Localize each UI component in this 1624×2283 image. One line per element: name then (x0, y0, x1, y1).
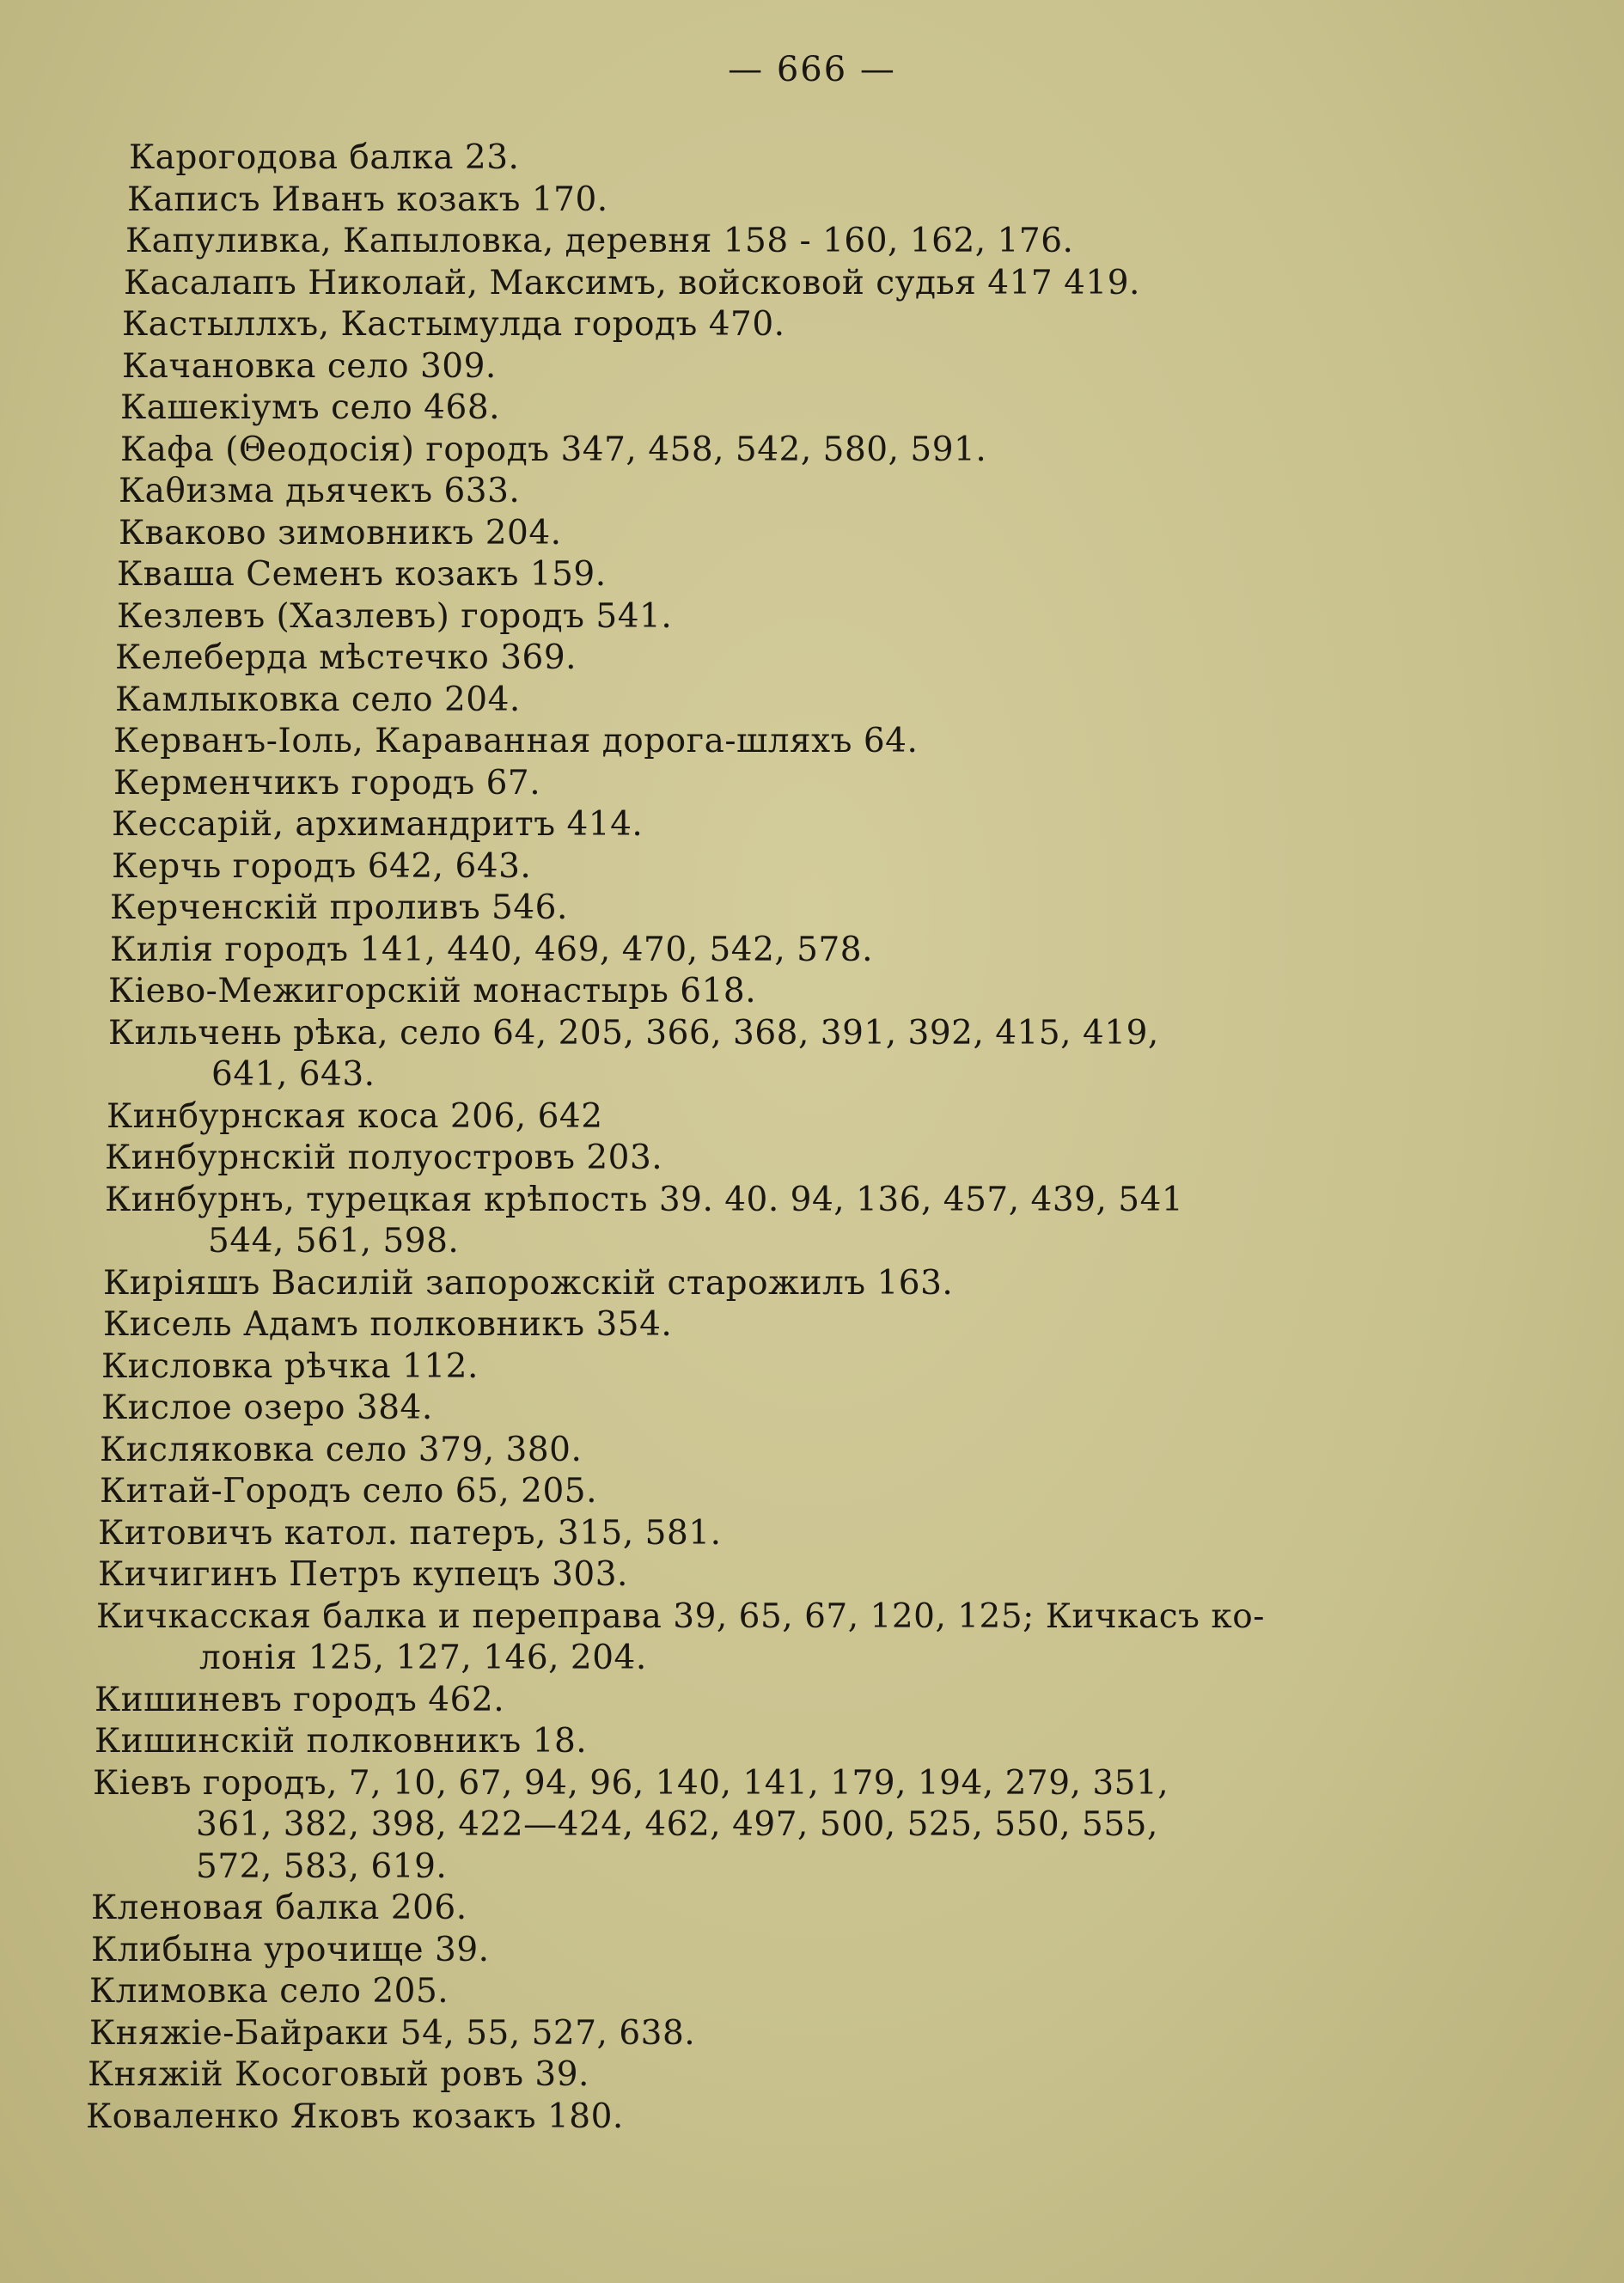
index-entry-text: Кишиневъ городъ 462. (95, 1680, 505, 1719)
index-entry-continuation: 361, 382, 398, 422—424, 462, 497, 500, 525, 550, 555, (196, 1805, 1158, 1844)
index-entry (119, 471, 1469, 513)
index-entry-text: Кiевъ городъ, 7, 10, 67, 94, 96, 140, 141, 179, 194, 279, 351, (93, 1763, 1169, 1803)
index-entry-text: Камлыковка село 204. (115, 680, 521, 719)
index-entry-text: Каписъ Иванъ козакъ 170. (127, 180, 608, 219)
index-entry-text: Кашекiумъ село 468. (120, 388, 501, 427)
index-entry (101, 1346, 1469, 1389)
index-entry-text: Каθизма дьячекъ 633. (119, 472, 521, 510)
index-entry-text: Климовка село 205. (89, 1972, 449, 2011)
index-entry-text: Кессарiй, архимандритъ 414. (112, 805, 644, 844)
index-entry-text: Кичкасская балка и переправа 39, 65, 67, 120, 125; Кичкасъ ко- (96, 1596, 1265, 1636)
index-entry (122, 346, 1469, 388)
index-entry (129, 137, 1469, 180)
index-entry-text: Капуливка, Капыловка, деревня 158 - 160, 162, 176. (125, 222, 1074, 260)
index-entry (98, 1554, 1469, 1596)
index-entry-text: Керванъ-Iоль, Караванная дорога-шляхъ 64. (113, 722, 919, 760)
index-entry-text: Кiево-Межигорскiй монастырь 618. (108, 972, 757, 1010)
index-entry-continuation: 544, 561, 598. (208, 1222, 460, 1261)
index-entry (89, 1971, 1469, 2013)
index-entry-text: Кирiяшъ Василiй запорожскiй старожилъ 163. (103, 1263, 954, 1303)
index-entry (100, 1471, 1469, 1513)
index-entry (96, 1596, 1469, 1680)
index-entry (100, 1430, 1469, 1472)
index-entry-text: Кичигинъ Петръ купецъ 303. (98, 1555, 628, 1594)
page-number: — 666 — (728, 50, 896, 89)
index-entry (110, 888, 1469, 930)
index-entry-text: Кваково зимовникъ 204. (119, 513, 562, 552)
index-entry (112, 846, 1469, 888)
index-entry-text: Клибына урочище 39. (91, 1930, 490, 1969)
index-entry-text: Кинбурнъ, турецкая крѣпость 39. 40. 94, 136, 457, 439, 541 (105, 1180, 1184, 1219)
index-entry (89, 2013, 1469, 2055)
index-entry (86, 2097, 1469, 2139)
index-entry-text: Кастыллхъ, Кастымулда городъ 470. (122, 305, 785, 344)
index-entry-text: Карогодова балка 23. (129, 138, 520, 177)
index-entry-text: Китовичъ катол. патеръ, 315, 581. (98, 1513, 722, 1553)
index-entry (105, 1180, 1469, 1263)
index-entry (112, 804, 1469, 846)
index-entry (120, 430, 1469, 472)
index-entry-text: Княжiе-Байраки 54, 55, 527, 638. (89, 2013, 696, 2053)
index-entry-text: Кваша Семенъ козакъ 159. (117, 555, 607, 594)
index-entry (122, 304, 1469, 346)
index-entry (103, 1263, 1469, 1305)
index-entry (110, 930, 1469, 972)
index-entry (108, 971, 1469, 1013)
index-list (86, 137, 1469, 2138)
index-entry-text: Коваленко Яковъ козакъ 180. (86, 2097, 624, 2136)
index-entry-text: Кислое озеро 384. (101, 1389, 433, 1427)
index-entry-text: Кинбурнская коса 206, 642 (107, 1096, 603, 1136)
index-entry-text: Китай-Городъ село 65, 205. (100, 1472, 597, 1511)
index-entry (119, 513, 1469, 555)
index-entry-text: Кезлевъ (Хазлевъ) городъ 541. (117, 596, 673, 636)
index-entry-text: Касалапъ Николай, Максимъ, войсковой судья 417 419. (124, 263, 1140, 302)
index-entry-text: Керчь городъ 642, 643. (112, 846, 532, 886)
index-entry-text: Кинбурнскiй полуостровъ 203. (105, 1138, 663, 1177)
index-entry (95, 1721, 1469, 1763)
index-entry (91, 1930, 1469, 1972)
index-entry-text: Келеберда мѣстечко 369. (115, 638, 577, 677)
index-entry (113, 763, 1469, 805)
index-entry (103, 1304, 1469, 1346)
index-entry-text: Качановка село 309. (122, 346, 497, 386)
index-entry-text: Кишинскiй полковникъ 18. (95, 1722, 588, 1761)
index-entry-text: Килiя городъ 141, 440, 469, 470, 542, 578. (110, 930, 874, 969)
index-entry (117, 554, 1469, 596)
index-entry (107, 1096, 1469, 1138)
index-entry (113, 721, 1469, 763)
index-entry (108, 1013, 1469, 1096)
index-entry-text: Керменчикъ городъ 67. (113, 763, 541, 803)
index-entry (91, 1888, 1469, 1930)
index-entry-text: Кильчень рѣка, село 64, 205, 366, 368, 391, 392, 415, 419, (108, 1013, 1159, 1053)
index-entry (101, 1388, 1469, 1430)
index-entry (125, 221, 1469, 263)
index-entry (120, 388, 1469, 430)
index-entry (105, 1138, 1469, 1180)
index-entry-text: Керченскiй проливъ 546. (110, 888, 568, 927)
index-entry-text: Кленовая балка 206. (91, 1889, 467, 1927)
index-entry-text: Княжiй Косоговый ровъ 39. (88, 2055, 589, 2094)
index-entry (93, 1763, 1469, 1889)
index-entry (127, 180, 1469, 222)
index-entry-continuation: 572, 583, 619. (196, 1847, 448, 1886)
index-entry-text: Кафа (Θеодосiя) городъ 347, 458, 542, 580, 591. (120, 430, 987, 469)
index-entry (98, 1513, 1469, 1555)
index-entry-continuation: 641, 643. (211, 1055, 375, 1094)
index-entry-continuation: лонiя 125, 127, 146, 204. (199, 1639, 647, 1677)
index-entry (95, 1680, 1469, 1722)
index-entry (88, 2054, 1469, 2097)
index-entry-text: Кисляковка село 379, 380. (100, 1430, 583, 1469)
index-entry (124, 263, 1469, 305)
index-entry (115, 680, 1469, 722)
index-entry (117, 596, 1469, 638)
index-entry-text: Кисловка рѣчка 112. (101, 1346, 479, 1386)
index-entry (115, 638, 1469, 680)
index-entry-text: Кисель Адамъ полковникъ 354. (103, 1305, 673, 1344)
